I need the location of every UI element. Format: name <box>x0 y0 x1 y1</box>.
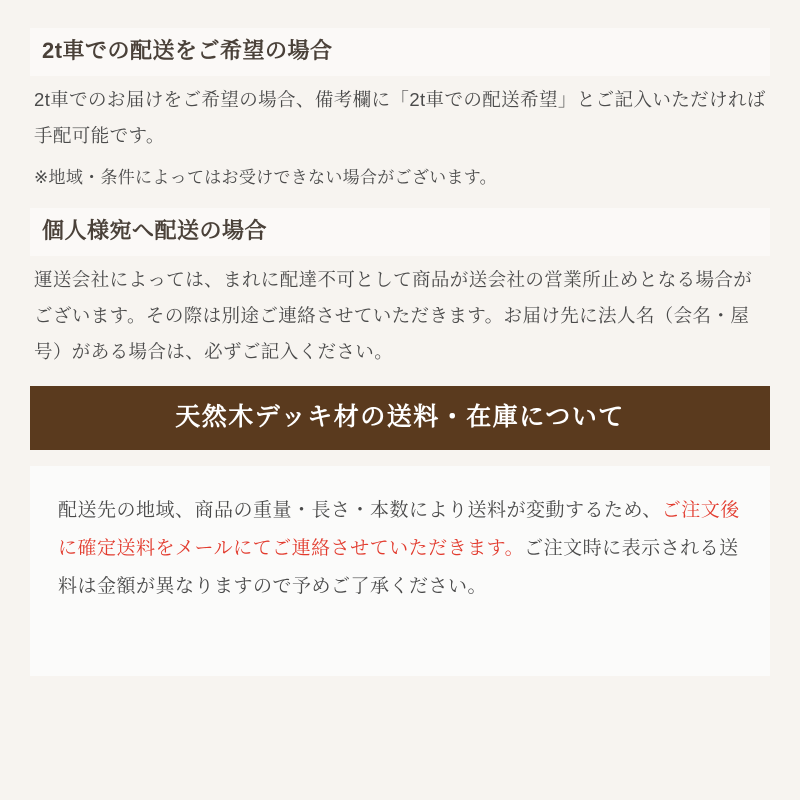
section-paragraph-2t-delivery: 2t車でのお届けをご希望の場合、備考欄に「2t車での配送希望」とご記入いただければ手配可能です。 <box>34 89 766 147</box>
shipping-notice-text-part2: ご注文時に表示される送料は金額が異なりますので予めご了承ください。 <box>58 538 739 598</box>
shipping-notice-card <box>30 466 770 676</box>
banner-shipping-stock: 天然木デッキ材の送料・在庫について <box>30 386 770 450</box>
spacer-1 <box>30 194 770 208</box>
shipping-notice-text-part1: 配送先の地域、商品の重量・長さ・本数により送料が変動するため、 <box>58 500 662 522</box>
section-heading-individual-delivery: 個人様宛へ配送の場合 <box>30 208 770 256</box>
section-paragraph-individual-delivery: 運送会社によっては、まれに配達不可として商品が送会社の営業所止めとなる場合がございます。その際は別途ご連絡させていただきます。お届け先に法人名（会名・屋号）がある場合は、必ずご記入ください。 <box>34 269 753 363</box>
spacer-2 <box>30 370 770 386</box>
section-note-2t-delivery: ※地域・条件によってはお受けできない場合がございます。 <box>34 167 497 187</box>
shipping-notice-text <box>58 492 742 606</box>
section-heading-2t-delivery: 2t車での配送をご希望の場合 <box>30 28 770 76</box>
shipping-notice-highlight: ご注文後に確定送料をメールにてご連絡させていただきます。 <box>58 500 740 560</box>
